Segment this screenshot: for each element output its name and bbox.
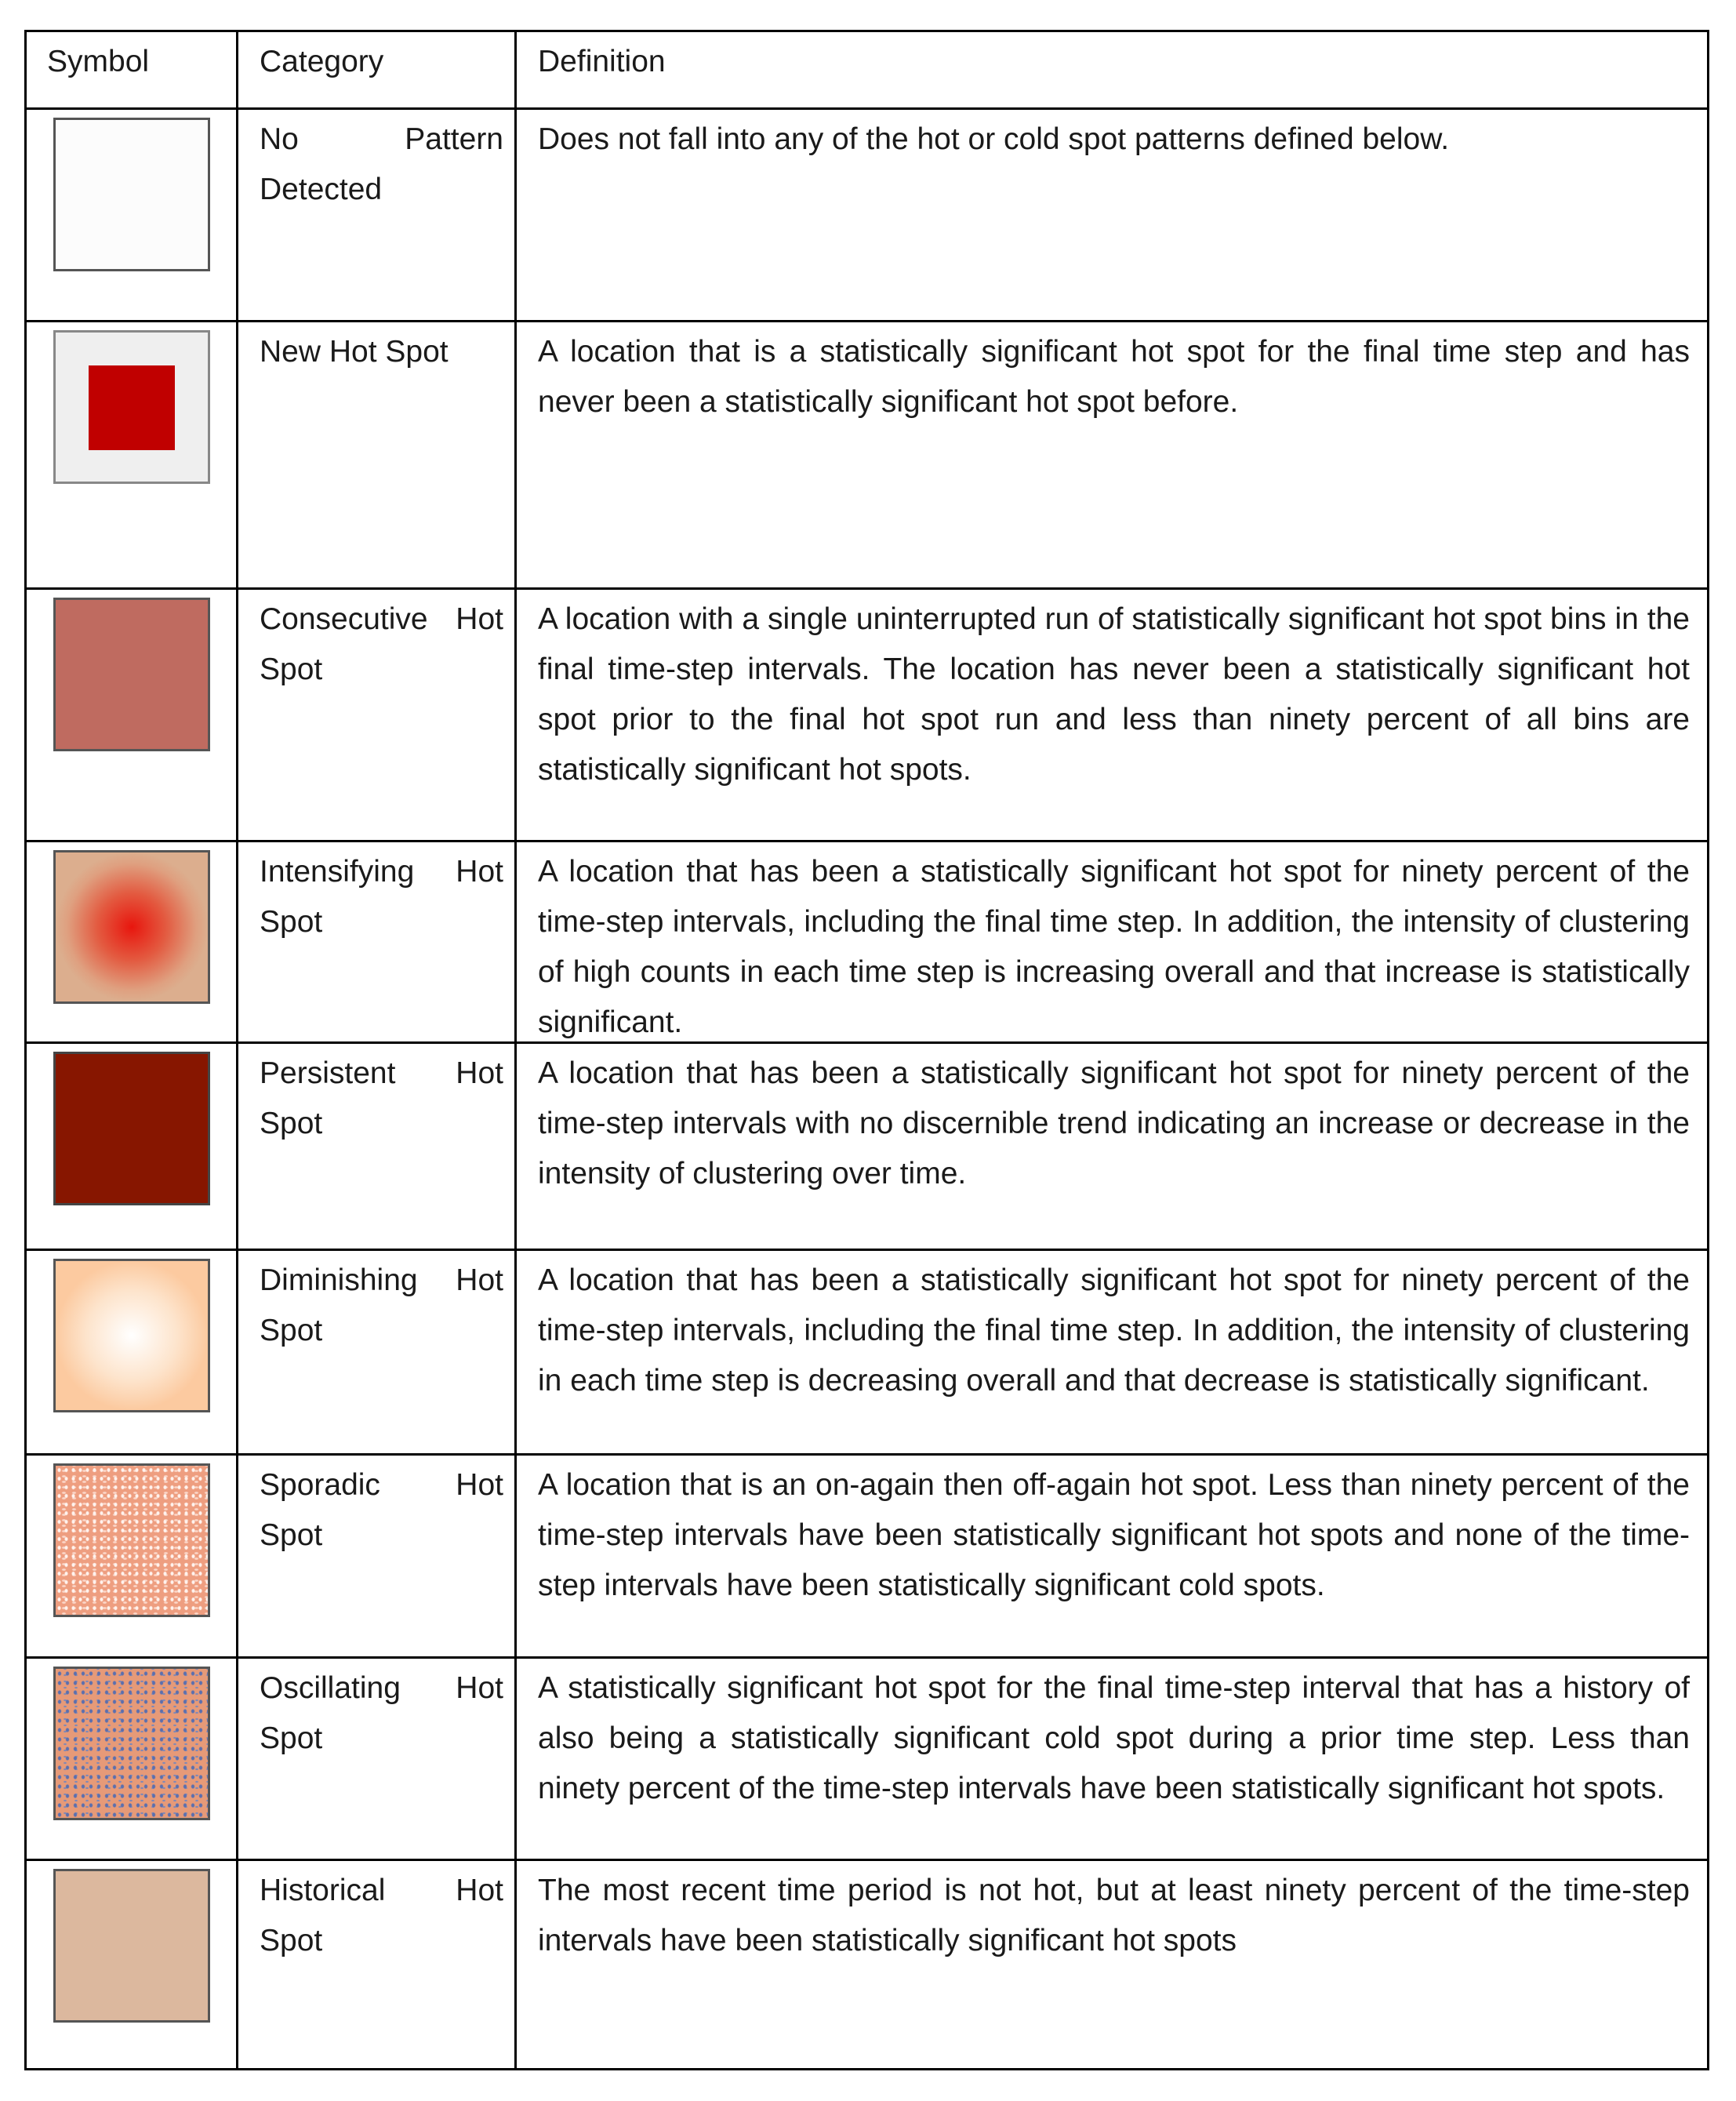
- definition-cell: A location that is an on-again then off-again hot spot. Less than ninety percent of the time-step intervals have been statistically significant hot spots and none of the time-step intervals have been statistically significant cold spots.: [514, 1456, 1707, 1656]
- header-category: Category: [236, 32, 514, 107]
- table-row: [27, 1044, 1707, 1251]
- category-cell: Diminishing Hot Spot: [236, 1251, 514, 1453]
- category-cell: No Pattern Detected: [236, 110, 514, 320]
- table-row: [27, 842, 1707, 1044]
- persistent-hot-spot-swatch: [53, 1052, 210, 1205]
- table-row: [27, 322, 1707, 590]
- intensifying-hot-spot-swatch: [53, 850, 210, 1004]
- category-cell: Oscillating Hot Spot: [236, 1659, 514, 1859]
- header-definition: Definition: [514, 32, 1707, 107]
- category-cell: Consecutive Hot Spot: [236, 590, 514, 840]
- table-row: [27, 590, 1707, 842]
- definition-cell: A statistically significant hot spot for the final time-step interval that has a history of also being a statistically significant cold spot during a prior time step. Less than ninety percent of the time-step intervals have been statistically significant hot spots.: [514, 1659, 1707, 1859]
- new-hot-spot-swatch: [53, 330, 210, 484]
- hot-spot-legend-table: [24, 30, 1709, 2070]
- category-cell: Persistent Hot Spot: [236, 1044, 514, 1249]
- table-row: [27, 1861, 1707, 2068]
- table-row: [27, 1456, 1707, 1659]
- no-pattern-swatch: [53, 118, 210, 271]
- category-cell: New Hot Spot: [236, 322, 514, 587]
- header-symbol: Symbol: [47, 45, 150, 78]
- sporadic-hot-spot-swatch: [53, 1463, 210, 1617]
- table-row: [27, 1659, 1707, 1861]
- definition-cell: Does not fall into any of the hot or cold spot patterns defined below.: [514, 110, 1707, 320]
- definition-cell: The most recent time period is not hot, but at least ninety percent of the time-step intervals have been statistically significant hot spots: [514, 1861, 1707, 2068]
- table-row: [27, 1251, 1707, 1456]
- definition-cell: A location that is a statistically significant hot spot for the final time step and has never been a statistically significant hot spot before.: [514, 322, 1707, 587]
- category-cell: Historical Hot Spot: [236, 1861, 514, 2068]
- table-row: [27, 110, 1707, 322]
- historical-hot-spot-swatch: [53, 1869, 210, 2023]
- definition-cell: A location that has been a statistically significant hot spot for ninety percent of the time-step intervals, including the final time step. In addition, the intensity of clustering in each time step is decreasing overall and that decrease is statistically significant.: [514, 1251, 1707, 1453]
- header-row: [27, 32, 1707, 110]
- definition-cell: A location that has been a statistically significant hot spot for ninety percent of the time-step intervals with no discernible trend indicating an increase or decrease in the intensity of clustering over time.: [514, 1044, 1707, 1249]
- oscillating-hot-spot-swatch: [53, 1667, 210, 1820]
- definition-cell: A location that has been a statistically significant hot spot for ninety percent of the time-step intervals, including the final time step. In addition, the intensity of clustering of high counts in each time step is increasing overall and that increase is statistically significant.: [514, 842, 1707, 1041]
- category-cell: Sporadic Hot Spot: [236, 1456, 514, 1656]
- definition-cell: A location with a single uninterrupted run of statistically significant hot spot bins in the final time-step intervals. The location has never been a statistically significant hot spot prior to the final hot spot run and less than ninety percent of all bins are statistically significant hot spots.: [514, 590, 1707, 840]
- diminishing-hot-spot-swatch: [53, 1259, 210, 1412]
- category-cell: Intensifying Hot Spot: [236, 842, 514, 1041]
- consecutive-hot-spot-swatch: [53, 598, 210, 751]
